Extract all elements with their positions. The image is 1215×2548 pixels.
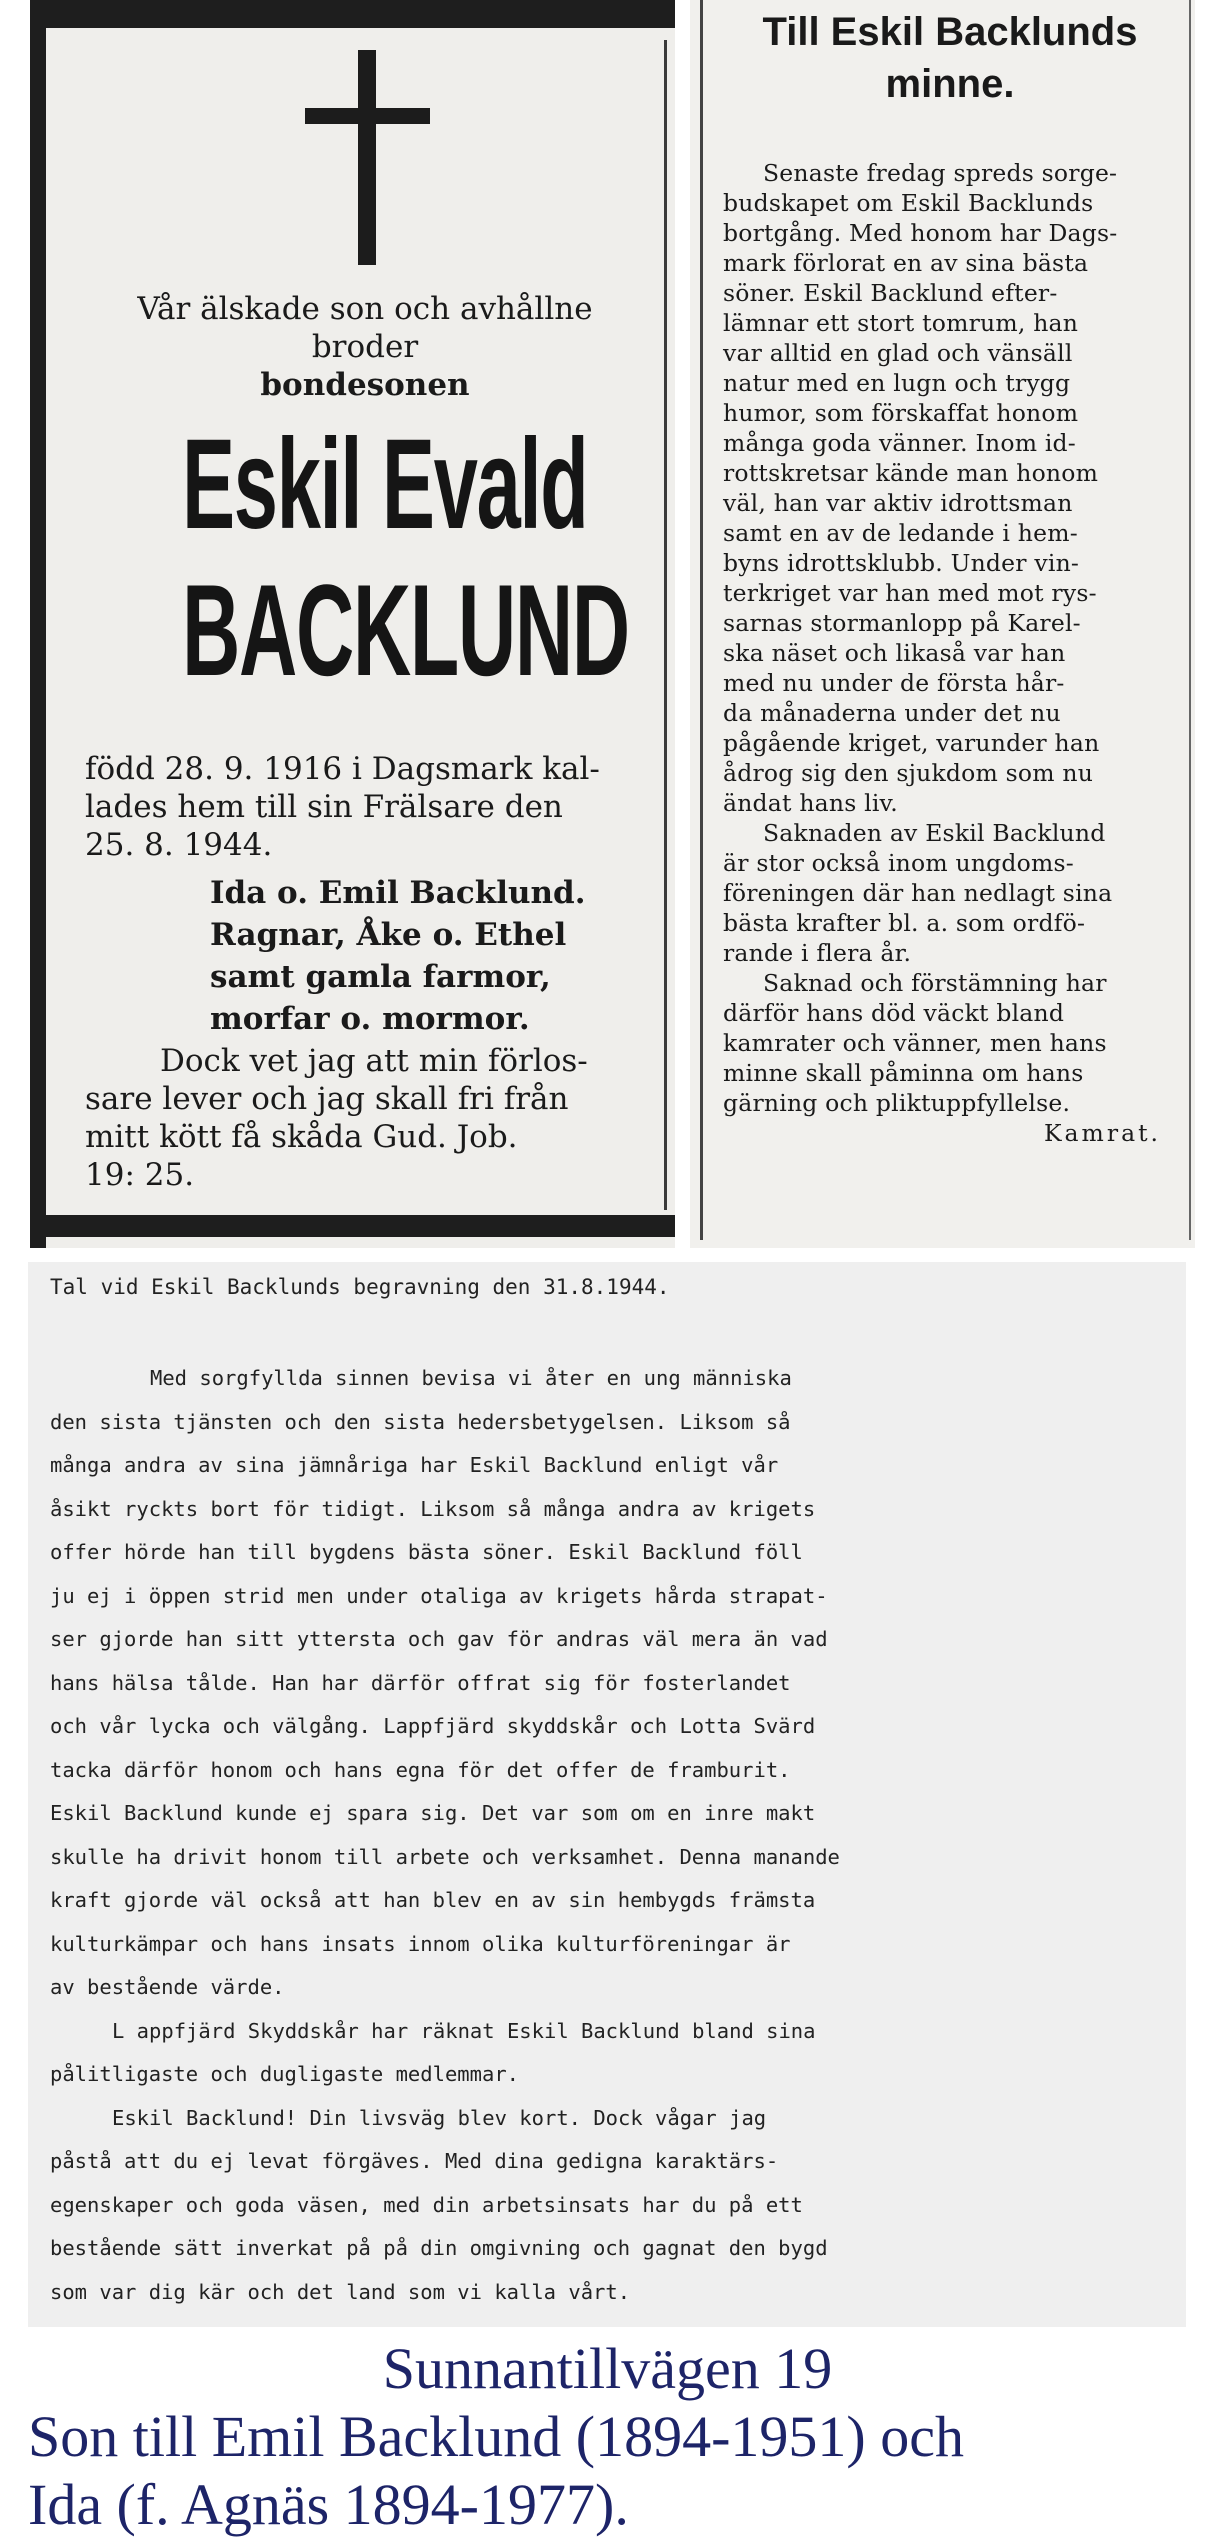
speech-line: Eskil Backlund kunde ej spara sig. Det var som om en inre makt <box>50 1801 816 1825</box>
speech-line: som var dig kär och det land som vi kalla vårt. <box>50 2279 631 2304</box>
family-line: Ida o. Emil Backlund. <box>210 875 586 911</box>
speech-line: tacka därför honom och hans egna för det offer de framburit. <box>50 1757 791 1782</box>
born-line: 25. 8. 1944. <box>85 827 273 863</box>
speech-line: Eskil Backlund! Din livsväg blev kort. Dock vågar jag <box>112 2105 767 2130</box>
speech-line: kraft gjorde väl också att han blev en av sin hembygds främsta <box>50 1888 816 1912</box>
verse-line: 19: 25. <box>85 1157 195 1193</box>
born-line: född 28. 9. 1916 i Dagsmark kal- <box>85 751 600 787</box>
verse-line: Dock vet jag att min förlos- <box>160 1043 588 1079</box>
memorial-line: rande i flera år. <box>723 939 912 967</box>
occupation: bondesonen <box>260 367 470 403</box>
speech-line: bestående sätt inverkat på på din omgivning och gagnat den bygd <box>50 2236 828 2260</box>
memorial-line: mark förlorat en av sina bästa <box>723 249 1089 277</box>
memorial-line: Saknad och förstämning har <box>763 969 1107 997</box>
speech-line: och vår lycka och välgång. Lappfjärd skyddskår och Lotta Svärd <box>50 1714 816 1738</box>
memorial-line: ska näset och likaså var han <box>723 639 1066 667</box>
speech-line: L appfjärd Skyddskår har räknat Eskil Backlund bland sina <box>112 2018 816 2043</box>
memorial-line: terkriget var han med mot rys- <box>723 579 1097 607</box>
caption <box>0 2335 1215 2539</box>
speech-line: påstå att du ej levat förgäves. Med dina gedigna karaktärs- <box>50 2149 779 2173</box>
memorial-line: var alltid en glad och vänsäll <box>723 339 1073 367</box>
memorial-line: sarnas stormanlopp på Karel- <box>723 609 1081 637</box>
family-line: samt gamla farmor, <box>210 959 551 995</box>
speech-line: av bestående värde. <box>50 1975 285 1999</box>
memorial-line: samt en av de ledande i hem- <box>723 519 1078 547</box>
memorial-line: budskapet om Eskil Backlunds <box>723 189 1094 217</box>
border-top <box>30 0 675 28</box>
memorial-line: söner. Eskil Backlund efter- <box>723 279 1058 307</box>
cross-icon <box>305 50 430 265</box>
memorial-line: bortgång. Med honom har Dags- <box>723 219 1118 247</box>
speech-line: hans hälsa tålde. Han har därför offrat sig för fosterlandet <box>50 1670 791 1695</box>
memorial-line: många goda vänner. Inom id- <box>723 429 1076 457</box>
obituary-intro <box>80 290 650 404</box>
speech-line: skulle ha drivit honom till arbete och verksamhet. Denna manande <box>50 1844 840 1869</box>
family-line: Ragnar, Åke o. Ethel <box>210 917 567 953</box>
memorial-line: Saknaden av Eskil Backlund <box>763 819 1106 847</box>
speech-line: den sista tjänsten och den sista hedersbetygelsen. Liksom så <box>50 1409 791 1434</box>
memorial-clipping <box>690 0 1195 1248</box>
deceased-surname: BACKLUND <box>182 557 629 703</box>
speech-line: ju ej i öppen strid men under otaliga av krigets hårda strapat- <box>50 1583 828 1608</box>
memorial-line: därför hans död väckt bland <box>723 999 1065 1027</box>
memorial-line: kamrater och vänner, men hans <box>723 1029 1107 1057</box>
memorial-line: ändat hans liv. <box>723 789 898 817</box>
column-rule-left <box>700 0 703 1240</box>
memorial-line: da månaderna under det nu <box>723 699 1061 727</box>
obituary-dates <box>85 750 665 864</box>
speech-line: pålitligaste och dugligaste medlemmar. <box>50 2062 519 2086</box>
column-rule-right <box>1189 0 1191 1240</box>
bible-verse <box>85 1042 675 1194</box>
verse-line: sare lever och jag skall fri från <box>85 1081 569 1117</box>
caption-address: Sunnantillvägen 19 <box>382 2336 833 2401</box>
memorial-line: bästa krafter bl. a. som ordfö- <box>723 909 1086 937</box>
memorial-line: gärning och pliktuppfyllelse. <box>723 1089 1071 1117</box>
speech-line: offer hörde han till bygdens bästa söner. Eskil Backlund föll <box>50 1540 803 1564</box>
funeral-speech <box>28 1262 1186 2327</box>
memorial-line: Senaste fredag spreds sorge- <box>763 159 1118 187</box>
memorial-line: med nu under de första hår- <box>723 669 1065 697</box>
obituary-family <box>210 872 660 1040</box>
speech-line: kulturkämpar och hans insats innom olika kulturföreningar är <box>50 1931 791 1956</box>
title-line: minne. <box>885 62 1015 106</box>
memorial-line: minne skall påminna om hans <box>723 1059 1084 1087</box>
memorial-line: lämnar ett stort tomrum, han <box>723 309 1079 337</box>
intro-line: Vår älskade son och avhållne <box>137 291 593 327</box>
memorial-line: rottskretsar kände man honom <box>723 459 1099 487</box>
verse-line: mitt kött få skåda Gud. Job. <box>85 1119 518 1155</box>
speech-line: åsikt ryckts bort för tidigt. Liksom så många andra av krigets <box>50 1496 816 1521</box>
speech-line: många andra av sina jämnåriga har Eskil Backlund enligt vår <box>50 1453 779 1477</box>
memorial-line: är stor också inom ungdoms- <box>723 849 1074 877</box>
memorial-line: föreningen där han nedlagt sina <box>723 879 1113 907</box>
border-right <box>664 40 667 1210</box>
speech-text <box>50 1357 1170 2314</box>
speech-heading: Tal vid Eskil Backlunds begravning den 31.8.1944. <box>50 1275 670 1299</box>
border-bottom <box>30 1215 675 1237</box>
speech-line: ser gjorde han sitt yttersta och gav för andras väl mera än vad <box>50 1627 828 1651</box>
memorial-line: pågående kriget, varunder han <box>723 729 1100 757</box>
speech-line: egenskaper och goda väsen, med din arbetsinsats har du på ett <box>50 2192 803 2217</box>
family-line: morfar o. mormor. <box>210 1001 530 1037</box>
caption-parent-line: Ida (f. Agnäs 1894-1977). <box>28 2472 629 2537</box>
memorial-line: humor, som förskaffat honom <box>723 399 1079 427</box>
memorial-line: väl, han var aktiv idrottsman <box>723 489 1073 517</box>
obituary-clipping <box>30 0 675 1248</box>
memorial-signature: Kamrat. <box>1043 1119 1161 1147</box>
title-line: Till Eskil Backlunds <box>762 10 1138 54</box>
memorial-line: ådrog sig den sjukdom som nu <box>723 759 1094 787</box>
speech-line: Med sorgfyllda sinnen bevisa vi åter en ung människa <box>150 1366 792 1390</box>
memorial-title <box>710 6 1190 110</box>
intro-line: broder <box>311 329 419 365</box>
memorial-line: natur med en lugn och trygg <box>723 369 1071 397</box>
memorial-line: byns idrottsklubb. Under vin- <box>723 549 1080 577</box>
caption-parent-line: Son till Emil Backlund (1894-1951) och <box>28 2404 964 2469</box>
border-left <box>30 0 46 1248</box>
born-line: lades hem till sin Frälsare den <box>85 789 563 825</box>
memorial-body <box>723 158 1183 1148</box>
deceased-first-names: Eskil Evald <box>182 413 588 556</box>
